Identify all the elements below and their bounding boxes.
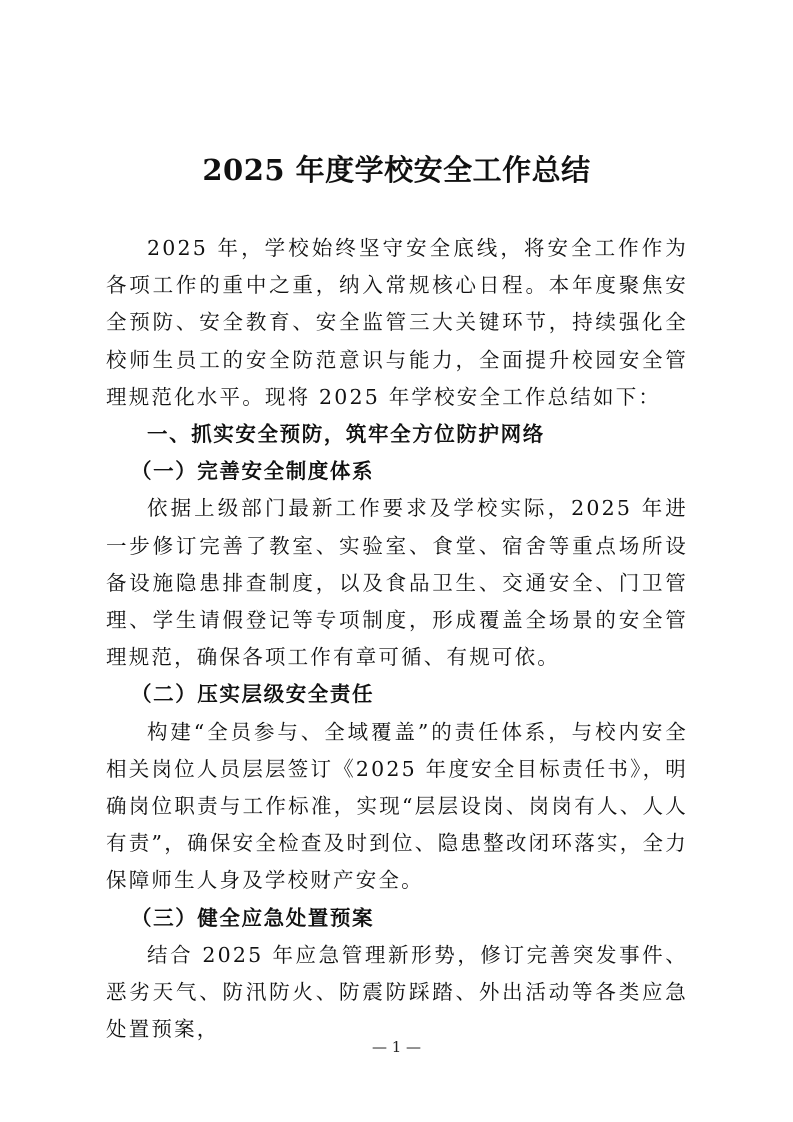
subsection-paragraph-3: 结合 2025 年应急管理新形势，修订完善突发事件、恶劣天气、防汛防火、防震防踩踏、外出活动等各类应急处置预案，: [106, 942, 688, 1042]
section-heading-1: 一、抓实安全预防，筑牢全方位防护网络: [147, 422, 545, 447]
subsection-paragraph-1: 依据上级部门最新工作要求及学校实际，2025 年进一步修订完善了教室、实验室、食堂、宿舍等重点场所设备设施隐患排查制度，以及食品卫生、交通安全、门卫管理、学生请假登记等专项制度，形成覆盖全场景的安全管理规范，确保各项工作有章可循、有规可依。: [106, 496, 688, 670]
document-body: [106, 230, 688, 1048]
subsection-heading-2: （二）压实层级安全责任: [131, 682, 375, 707]
document-title: 2025 年度学校安全工作总结: [202, 153, 591, 187]
intro-paragraph: 2025 年，学校始终坚守安全底线，将安全工作作为各项工作的重中之重，纳入常规核心日程。本年度聚焦安全预防、安全教育、安全监管三大关键环节，持续强化全校师生员工的安全防范意识与能力，全面提升校园安全管理规范化水平。现将 2025 年学校安全工作总结如下：: [106, 236, 688, 409]
subsection-heading-1: （一）完善安全制度体系: [131, 459, 375, 484]
subsection-paragraph-2: 构建“全员参与、全域覆盖”的责任体系，与校内安全相关岗位人员层层签订《2025 年度安全目标责任书》，明确岗位职责与工作标准，实现“层层设岗、岗岗有人、人人有责”，确保安全检查及时到位、隐患整改闭环落实，全力保障师生人身及学校财产安全。: [106, 719, 688, 893]
subsection-heading-3: （三）健全应急处置预案: [131, 905, 375, 930]
page-number: — 1 —: [371, 1038, 422, 1056]
